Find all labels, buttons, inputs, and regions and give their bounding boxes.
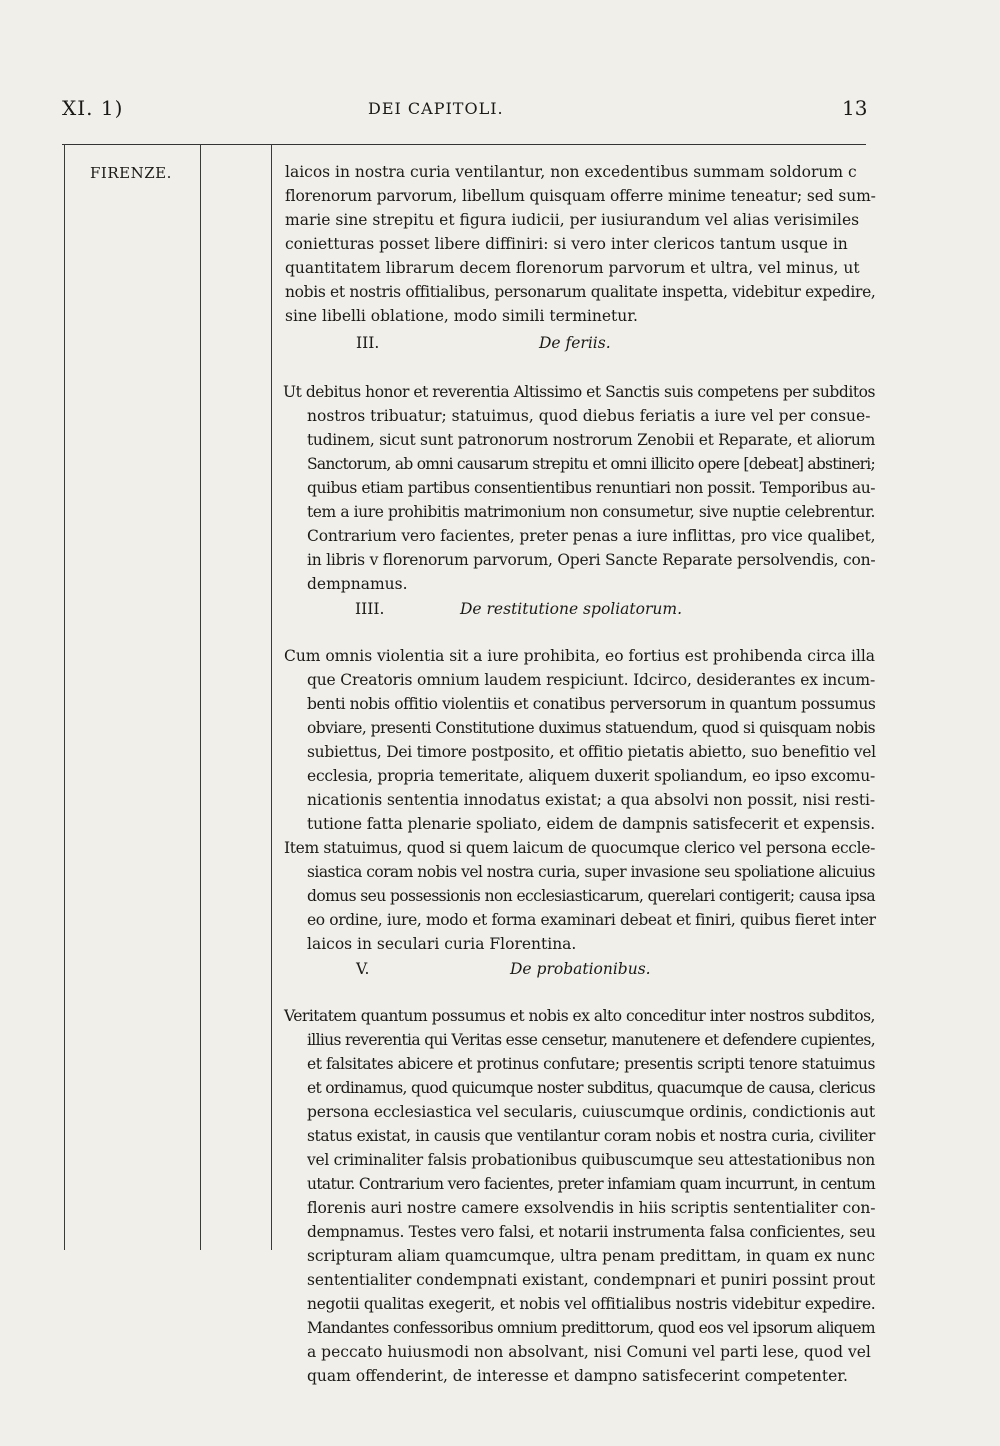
text-line: persona ecclesiastica vel secularis, cuiuscumque ordinis, condictionis aut [307, 1103, 875, 1121]
text-line: scripturam aliam quamcumque, ultra penam predittam, in quam ex nunc [307, 1247, 875, 1265]
text-line: sententialiter condempnati existant, condempnari et puniri possint prout [307, 1271, 875, 1289]
text-line: Mandantes confessoribus omnium predittorum, quod eos vel ipsorum aliquem [307, 1319, 875, 1337]
top-rule [62, 144, 866, 145]
text-line: status existat, in causis que ventilantur coram nobis et nostra curia, civiliter [307, 1127, 875, 1145]
text-line: utatur. Contrarium vero facientes, preter infamiam quam incurrunt, in centum [307, 1175, 875, 1193]
text-line: vel criminaliter falsis probationibus quibuscumque seu attestationibus non [307, 1151, 875, 1169]
text-line: quantitatem librarum decem florenorum parvorum et ultra, vel minus, ut [285, 259, 860, 277]
text-line: et ordinamus, quod quicumque noster subditus, quacumque de causa, clericus [307, 1079, 875, 1097]
text-line: negotii qualitas exegerit, et nobis vel offitialibus nostris videbitur expedire. [307, 1295, 876, 1313]
text-line: et falsitates abicere et protinus confutare; presentis scripti tenore statuimus [307, 1055, 875, 1073]
text-line: Veritatem quantum possumus et nobis ex alto conceditur inter nostros subditos, [284, 1007, 875, 1025]
text-line: laicos in seculari curia Florentina. [307, 935, 577, 953]
text-line: benti nobis offitio violentiis et conatibus perversorum in quantum possumus [307, 695, 876, 713]
text-line: Sanctorum, ab omni causarum strepitu et omni illicito opere [debeat] abstineri; [307, 455, 875, 473]
section-title-v-wrap [510, 960, 651, 978]
text-line: marie sine strepitu et figura iudicii, per iusiurandum vel alias verisimiles [285, 211, 860, 229]
page-number: 13 [842, 96, 868, 120]
text-line: illius reverentia qui Veritas esse censetur, manutenere et defendere cupientes, [307, 1031, 875, 1049]
section-number: V. [356, 960, 370, 978]
text-line: nobis et nostris offitialibus, personarum qualitate inspetta, videbitur expedire, [285, 283, 876, 301]
text-line: eo ordine, iure, modo et forma examinari debeat et finiri, quibus fieret inter [307, 911, 876, 929]
column-rule-outer [64, 144, 65, 1250]
section-heading-v [356, 960, 369, 978]
text-line: dempnamus. Testes vero falsi, et notarii instrumenta falsa conficientes, seu [307, 1223, 876, 1241]
section-heading-iiii [355, 600, 384, 618]
text-line: dempnamus. [307, 575, 408, 593]
text-line: tutione fatta plenarie spoliato, eidem de dampnis satisfecerit et expensis. [307, 815, 876, 833]
section-number: III. [356, 334, 380, 352]
text-line: florenorum parvorum, libellum quisquam offerre minime teneatur; sed sum- [285, 187, 876, 205]
text-line: siastica coram nobis vel nostra curia, super invasione seu spoliatione alicuius [307, 863, 875, 881]
text-line: quam offenderint, de interesse et dampno satisfecerint competenter. [307, 1367, 848, 1385]
text-line: domus seu possessionis non ecclesiasticarum, querelari contigerit; causa ipsa [307, 887, 876, 905]
section-title-iiii-wrap [460, 600, 682, 618]
text-line: Contrarium vero facientes, preter penas a iure inflittas, pro vice qualibet, [307, 527, 876, 545]
margin-region-label: FIRENZE. [90, 164, 172, 182]
text-line: obviare, presenti Constitutione duximus statuendum, quod si quisquam nobis [307, 719, 875, 737]
section-title: De feriis. [539, 334, 611, 352]
section-title: De restitutione spoliatorum. [460, 600, 683, 618]
text-line: subiettus, Dei timore postposito, et offitio pietatis abietto, suo benefitio vel [307, 743, 876, 761]
text-line: Ut debitus honor et reverentia Altissimo et Sanctis suis competens per subditos [283, 383, 875, 401]
text-line: Item statuimus, quod si quem laicum de quocumque clerico vel persona eccle- [284, 839, 875, 857]
text-line: que Creatoris omnium laudem respiciunt. Idcirco, desiderantes ex incum- [307, 671, 876, 689]
text-line: ecclesia, propria temeritate, aliquem duxerit spoliandum, eo ipso excomu- [307, 767, 876, 785]
text-line: in libris v florenorum parvorum, Operi Sancte Reparate persolvendis, con- [307, 551, 876, 569]
text-line: sine libelli oblatione, modo simili terminetur. [285, 307, 638, 325]
text-line: laicos in nostra curia ventilantur, non excedentibus summam soldorum c [285, 163, 857, 181]
text-line: florenis auri nostre camere exsolvendis in hiis scriptis sententialiter con- [307, 1199, 876, 1217]
section-title: De probationibus. [510, 960, 651, 978]
running-title: DEI CAPITOLI. [368, 99, 504, 118]
text-line: nicationis sententia innodatus existat; a qua absolvi non possit, nisi resti- [307, 791, 875, 809]
text-line: tem a iure prohibitis matrimonium non consumetur, sive nuptie celebrentur. [307, 503, 875, 521]
section-title-iii-wrap [539, 334, 611, 352]
column-rule-middle [200, 144, 201, 1250]
chapter-reference: XI. 1) [62, 96, 124, 120]
running-head [0, 96, 1000, 126]
column-rule-inner [271, 144, 272, 1250]
section-number: IIII. [355, 600, 385, 618]
text-line: Cum omnis violentia sit a iure prohibita, eo fortius est prohibenda circa illa [284, 647, 876, 665]
section-heading-iii [356, 334, 379, 352]
text-line: tudinem, sicut sunt patronorum nostrorum Zenobii et Reparate, et aliorum [307, 431, 875, 449]
text-line: a peccato huiusmodi non absolvant, nisi Comuni vel parti lese, quod vel [307, 1343, 871, 1361]
text-line: conietturas posset libere diffiniri: si vero inter clericos tantum usque in [285, 235, 848, 253]
text-line: quibus etiam partibus consentientibus renuntiari non possit. Temporibus au- [307, 479, 875, 497]
text-line: nostros tribuatur; statuimus, quod diebus feriatis a iure vel per consue- [307, 407, 871, 425]
